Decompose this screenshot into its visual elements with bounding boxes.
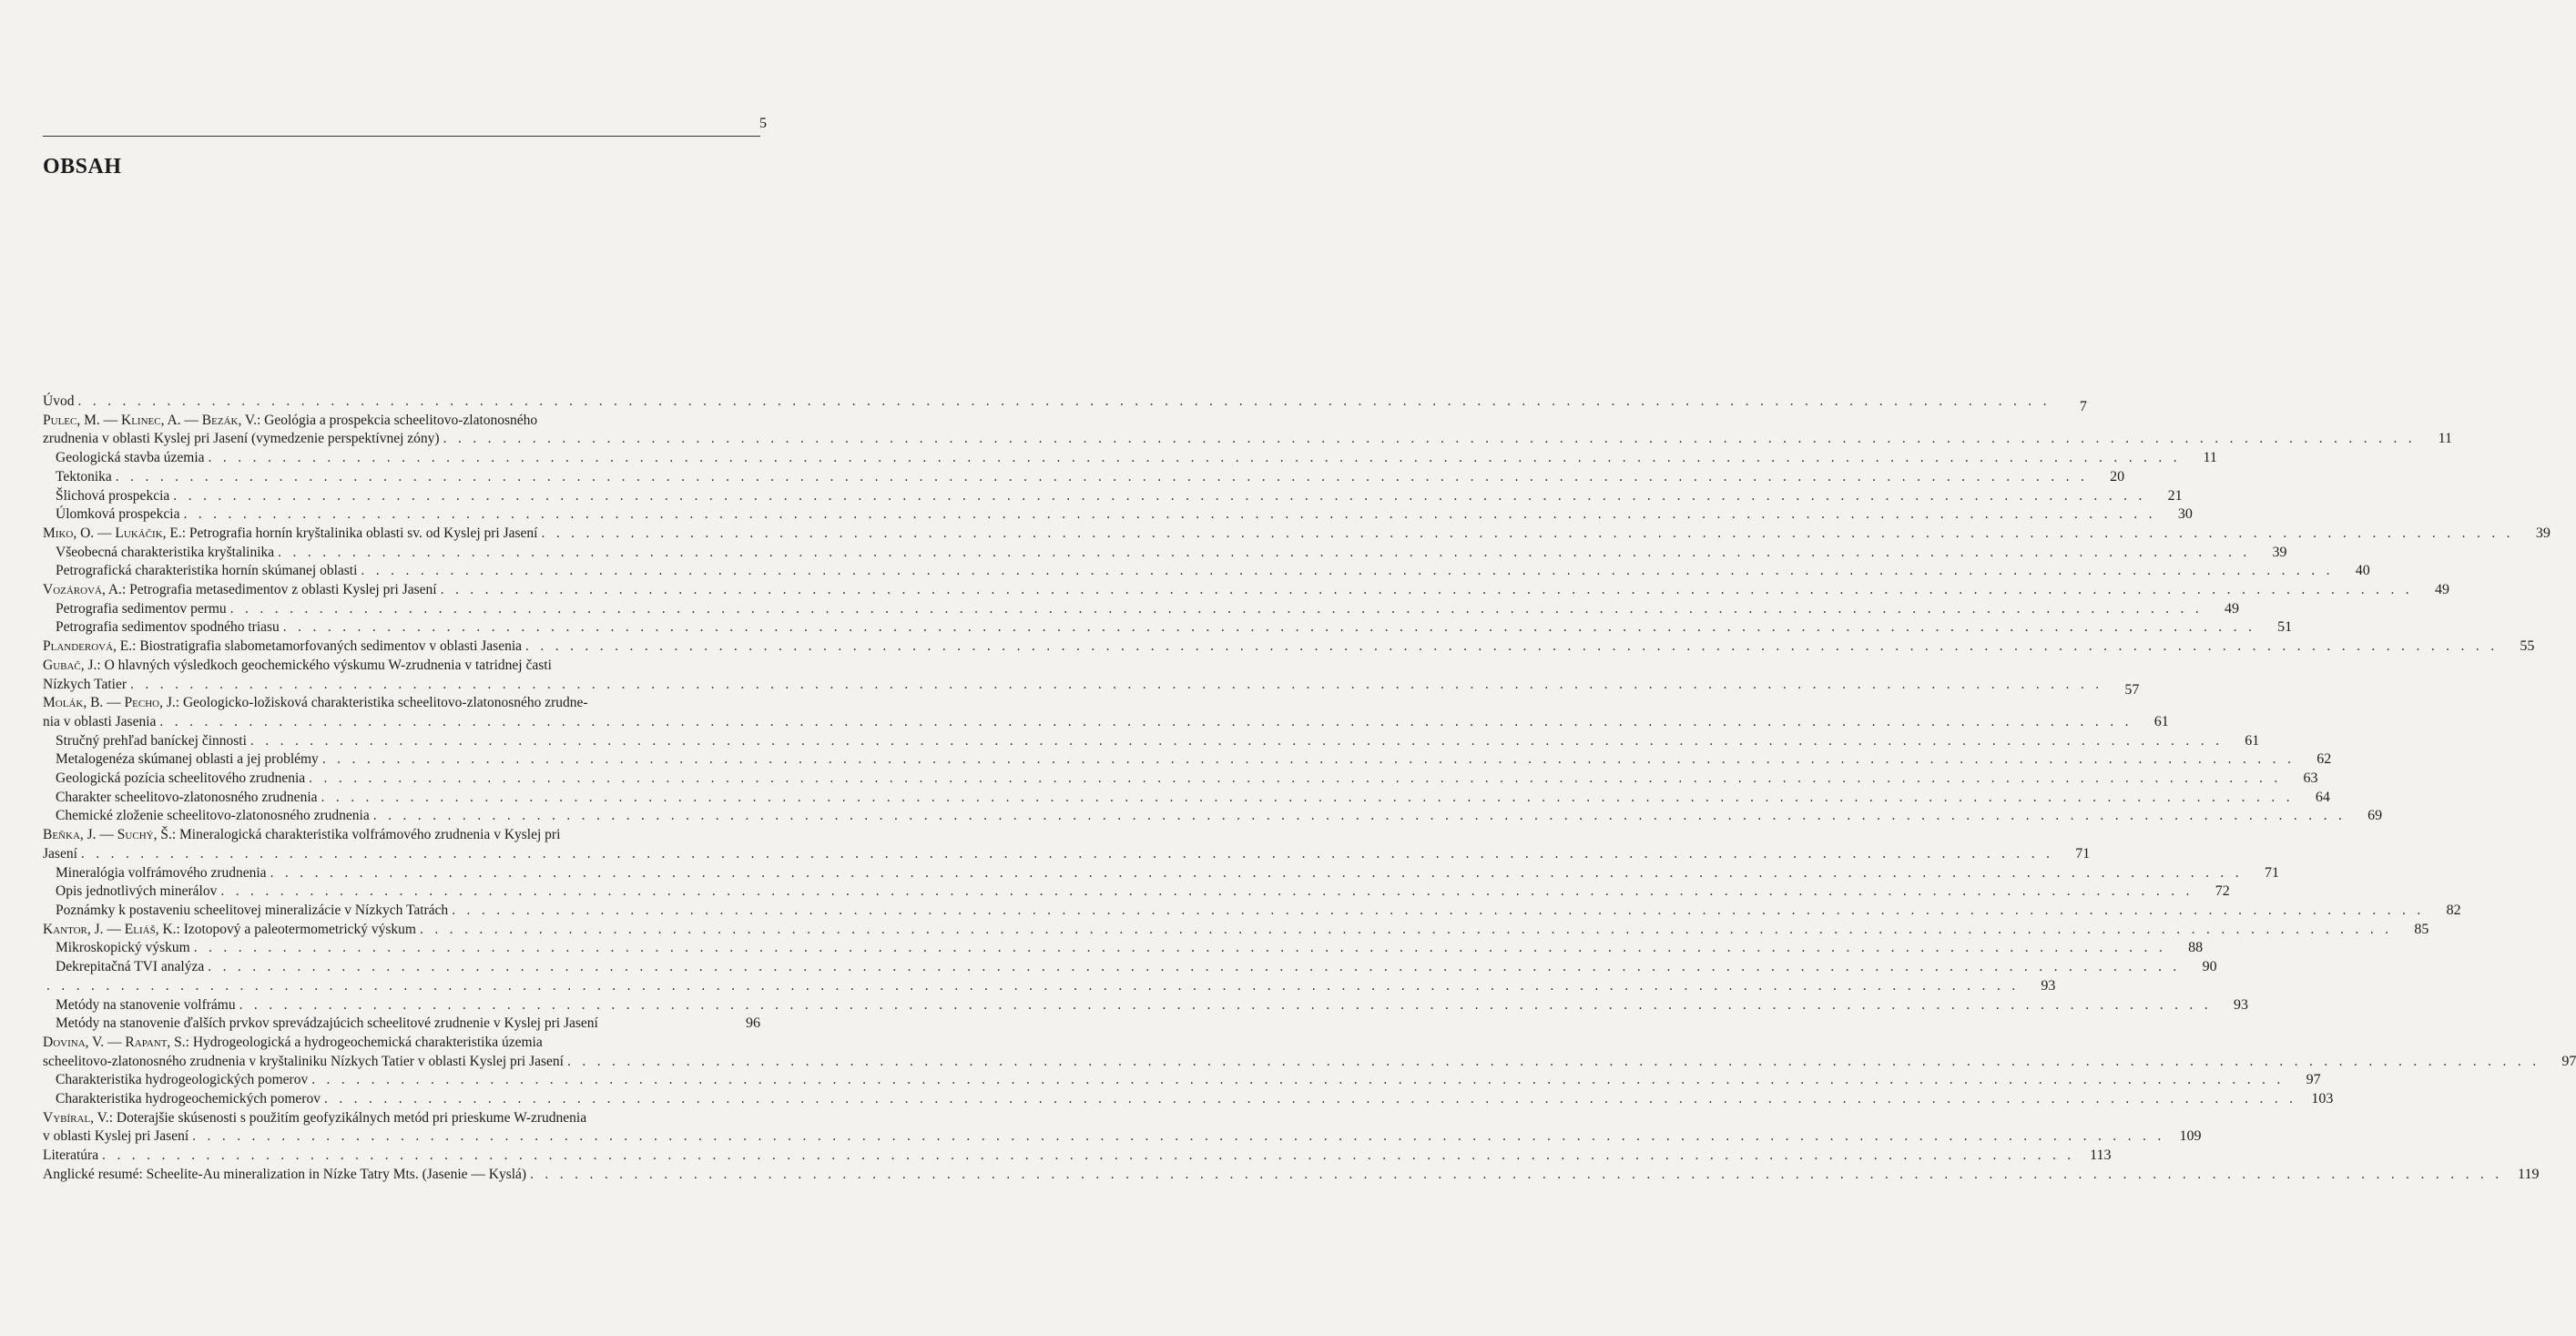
toc-entry-sub[interactable] — [43, 864, 2279, 883]
toc-entry-title: : Petrografia hornín kryštalinika oblasti sv. od Kyslej pri Jasení — [181, 525, 538, 541]
toc-entry-page: 97 — [2306, 1072, 2321, 1088]
toc-entry-title: Petrografia sedimentov spodného triasu — [56, 619, 280, 636]
toc-entry-title: Charakter scheelitovo-zlatonosného zrudnenia — [56, 789, 318, 805]
toc-entry-resume[interactable] — [43, 1166, 2540, 1185]
toc-entry-sub[interactable] — [43, 505, 2193, 525]
toc-entry-sub[interactable] — [43, 1090, 2334, 1109]
toc-entry-title: : Izotopový a paleotermometrický výskum — [176, 921, 416, 937]
toc-entry-page: 39 — [2535, 525, 2551, 541]
toc-entry-page: 71 — [2075, 845, 2091, 862]
toc-entry-page: 61 — [2153, 713, 2169, 729]
toc-entry-page: 7 — [2079, 399, 2087, 414]
toc-entry-title: Metódy na stanovenie ďalších prvkov sprevádzajúcich scheelitové zrudnenie v Kyslej pri Jasení — [56, 1015, 598, 1032]
toc-entry-title: Stručný prehľad baníckej činnosti — [56, 732, 247, 749]
toc-entry-title: : Biostratigrafia slabometamorfovaných sedimentov v oblasti Jasenia — [132, 638, 523, 655]
toc-entry-page: 20 — [2110, 468, 2125, 484]
page-number: 5 — [759, 116, 767, 131]
toc-entry-page: 61 — [2245, 732, 2260, 749]
toc-entry-sub[interactable] — [43, 732, 2260, 751]
toc-entry-title: Charakteristika hydrogeochemických pomerov — [56, 1091, 321, 1107]
toc-entry-molak[interactable] — [43, 694, 2169, 731]
page-title: OBSAH — [43, 155, 122, 178]
toc-entry-title: : Hydrogeologická a hydrogeochemická charakteristika územia — [185, 1034, 543, 1050]
toc-entry-sub[interactable] — [43, 562, 2370, 581]
toc-entry-author: Gubač, J. — [43, 657, 97, 673]
toc-entry-benka[interactable] — [43, 826, 2091, 863]
toc-entry-vozarova[interactable] — [43, 581, 2449, 600]
toc-entry-sub[interactable] — [43, 958, 2217, 977]
toc-entry-page: 11 — [2438, 431, 2452, 447]
table-of-contents — [43, 393, 2576, 1185]
toc-entry-title: : Doterajšie skúsenosti s použitím geofyzikálnych metód pri prieskume W-zrudnenia — [108, 1109, 587, 1126]
toc-entry-page: 11 — [2203, 450, 2217, 466]
toc-entry-author: Vozárová, A. — [43, 582, 122, 598]
toc-entry-page: 49 — [2434, 582, 2449, 598]
toc-entry-page: 72 — [2215, 883, 2230, 900]
toc-entry-sub[interactable] — [43, 1015, 760, 1034]
toc-entry-pulec[interactable] — [43, 412, 2452, 449]
toc-entry-sub[interactable] — [43, 902, 2461, 921]
toc-entry-title: Chemické zloženie scheelitovo-zlatonosného zrudnenia — [56, 808, 370, 824]
toc-entry-title: Úvod — [43, 393, 75, 409]
toc-entry-sub[interactable] — [43, 939, 2204, 958]
toc-entry-page: 113 — [2090, 1147, 2112, 1164]
toc-entry-title: Literatúra — [43, 1147, 99, 1164]
toc-entry-author: Planderová, E. — [43, 638, 133, 655]
toc-entry-page: 71 — [2264, 864, 2279, 881]
toc-entry-page: 62 — [2316, 751, 2332, 768]
toc-entry-page: 64 — [2315, 789, 2330, 805]
toc-entry-title: Tektonika — [56, 468, 112, 484]
toc-entry-kantor[interactable] — [43, 921, 2429, 940]
toc-entry-author: Kantor, J. — Eliáš, K. — [43, 921, 177, 937]
toc-entry-page: 40 — [2355, 563, 2370, 579]
toc-entry-vybiral[interactable] — [43, 1109, 2202, 1147]
header-rule — [43, 136, 760, 137]
toc-entry-title: Anglické resumé: Scheelite-Au mineralization in Nízke Tatry Mts. (Jasenie — Kyslá) — [43, 1166, 527, 1182]
toc-entry-author: Beňka, J. — Suchý, Š. — [43, 827, 172, 843]
toc-entry-sub[interactable] — [43, 996, 2248, 1015]
toc-entry-sub[interactable] — [43, 770, 2318, 789]
toc-entry-author: Miko, O. — Lukáčik, E. — [43, 525, 182, 541]
toc-entry-page: 39 — [2272, 544, 2287, 560]
toc-entry-title: Petrografia sedimentov permu — [56, 600, 227, 617]
toc-entry-page: 119 — [2518, 1166, 2540, 1182]
toc-entry-page: 55 — [2520, 638, 2535, 655]
toc-entry-planderova[interactable] — [43, 637, 2535, 657]
toc-entry-sub[interactable] — [43, 1071, 2321, 1090]
toc-entry-page: 97 — [2561, 1053, 2576, 1069]
toc-entry-title-cont: zrudnenia v oblasti Kyslej pri Jasení (vymedzenie perspektívnej zóny) — [43, 431, 440, 447]
toc-entry-page: 63 — [2303, 770, 2318, 787]
toc-entry-sub[interactable] — [43, 789, 2330, 808]
toc-entry-sub[interactable] — [43, 487, 2183, 506]
toc-entry-author: Molák, B. — Pecho, J. — [43, 695, 176, 711]
toc-entry-title: Poznámky k postaveniu scheelitovej mineralizácie v Nízkych Tatrách — [56, 902, 449, 918]
toc-entry-page: 51 — [2277, 619, 2293, 636]
toc-entry-title: Mineralógia volfrámového zrudnenia — [56, 864, 267, 881]
toc-entry-title: Metódy na stanovenie volfrámu — [56, 996, 236, 1013]
toc-entry-title-cont: v oblasti Kyslej pri Jasení — [43, 1128, 189, 1145]
toc-entry-page: 93 — [2041, 977, 2056, 994]
toc-entry-title: Mikroskopický výskum — [56, 940, 190, 956]
toc-entry-author: Vybíral, V. — [43, 1109, 109, 1126]
toc-entry-title-cont: scheelitovo-zlatonosného zrudnenia v kryštaliniku Nízkych Tatier v oblasti Kyslej pri Jasení — [43, 1053, 564, 1069]
toc-entry-page: 57 — [2124, 681, 2140, 698]
toc-entry-sub[interactable] — [43, 544, 2287, 563]
toc-entry-page: 82 — [2446, 902, 2461, 918]
toc-entry-sub[interactable] — [43, 600, 2240, 619]
toc-entry-title: Dekrepitačná TVI analýza — [56, 959, 205, 975]
toc-entry-page: 103 — [2311, 1091, 2334, 1107]
toc-entry-title: Geologická stavba územia — [56, 450, 205, 466]
toc-entry-title: : O hlavných výsledkoch geochemického výskumu W-zrudnenia v tatridnej časti — [97, 657, 552, 673]
toc-entry-title: Charakteristika hydrogeologických pomerov — [56, 1072, 309, 1088]
toc-entry-title: : Petrografia metasedimentov z oblasti Kyslej pri Jasení — [121, 582, 437, 598]
toc-entry-title-cont: nia v oblasti Jasenia — [43, 713, 157, 729]
toc-entry-title: : Mineralogická charakteristika volfrámového zrudnenia v Kyslej pri — [171, 827, 561, 843]
toc-entry-title: Petrografická charakteristika hornín skúmanej oblasti — [56, 563, 358, 579]
toc-entry-dovina[interactable] — [43, 1034, 2576, 1071]
toc-entry-gubac[interactable] — [43, 657, 2140, 698]
toc-entry-kupco[interactable] — [43, 977, 2056, 996]
toc-entry-page: 85 — [2414, 921, 2429, 937]
toc-entry-title: Všeobecná charakteristika kryštalinika — [56, 544, 275, 560]
toc-entry-author: Dovina, V. — Rapant, S. — [43, 1034, 186, 1050]
toc-entry-title: Geologická pozícia scheelitového zrudnenia — [56, 770, 306, 787]
toc-entry-title: : Geologicko-ložisková charakteristika scheelitovo-zlatonosného zrudne- — [175, 695, 588, 711]
toc-entry-title: : Geológia a prospekcia scheelitovo-zlatonosného — [257, 412, 538, 428]
toc-entry-page: 96 — [746, 1015, 760, 1032]
toc-entry-sub[interactable] — [43, 618, 2293, 637]
toc-entry-sub[interactable] — [43, 468, 2125, 487]
toc-entry-title: Šlichová prospekcia — [56, 487, 170, 504]
toc-entry-title-cont: Jasení — [43, 845, 77, 862]
toc-entry-sub[interactable] — [43, 882, 2230, 902]
toc-entry-title: Úlomková prospekcia — [56, 506, 180, 523]
toc-entry-page: 93 — [2233, 996, 2248, 1013]
toc-entry-page: 30 — [2177, 506, 2193, 523]
toc-entry-author: Pulec, M. — Klinec, A. — Bezák, V. — [43, 412, 257, 428]
toc-entry-title: Opis jednotlivých minerálov — [56, 883, 218, 900]
toc-entry-page: 21 — [2167, 487, 2183, 504]
toc-entry-sub[interactable] — [43, 750, 2332, 770]
toc-entry-sub[interactable] — [43, 449, 2217, 468]
toc-entry-page: 109 — [2179, 1128, 2202, 1145]
toc-entry-title: Metalogenéza skúmanej oblasti a jej problémy — [56, 751, 319, 768]
toc-entry-sub[interactable] — [43, 807, 2383, 826]
toc-entry-miko[interactable] — [43, 525, 2551, 544]
toc-entry-page: 90 — [2202, 959, 2217, 975]
toc-entry-page: 88 — [2188, 940, 2204, 956]
toc-entry-title-cont: Nízkych Tatier — [43, 676, 127, 692]
toc-entry-page: 69 — [2367, 808, 2383, 824]
toc-entry-page: 49 — [2225, 600, 2240, 617]
toc-entry-literatura[interactable] — [43, 1147, 2112, 1166]
toc-entry-uvod[interactable] — [43, 393, 2087, 414]
